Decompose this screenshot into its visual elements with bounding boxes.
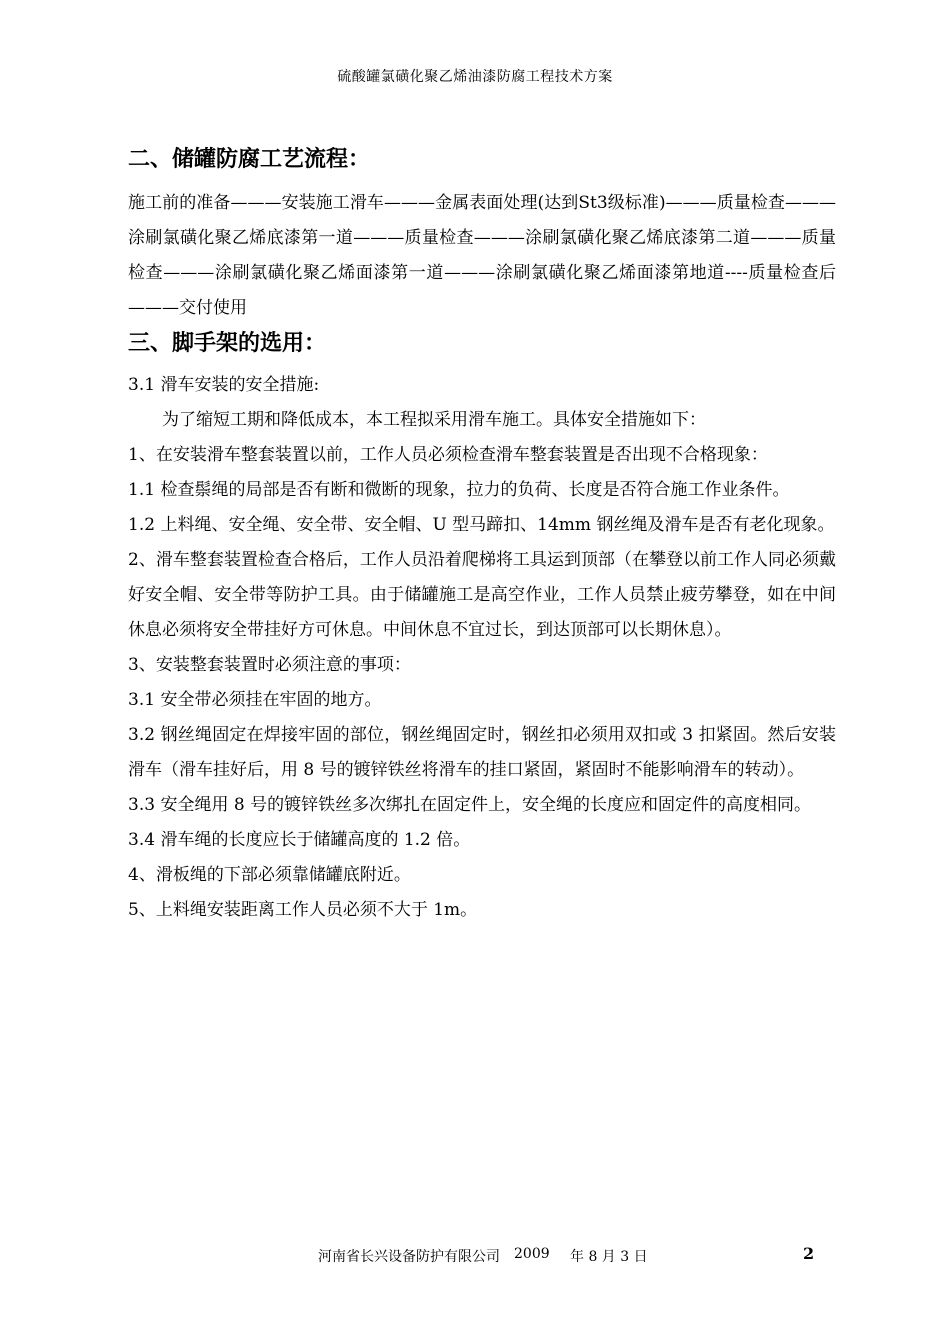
paragraph-item-1-1: 1.1 检查鬃绳的局部是否有断和微断的现象，拉力的负荷、长度是否符合施工作业条件。	[128, 480, 790, 500]
paragraph-item-3-4: 3.4 滑车绳的长度应长于储罐高度的 1.2 倍。	[128, 830, 471, 850]
footer-date: 年 8 月 3 日	[570, 1249, 648, 1265]
page-number: 2	[803, 1244, 815, 1263]
page-content	[128, 140, 836, 928]
footer-company: 河南省长兴设备防护有限公司	[318, 1249, 500, 1265]
paragraph-item-3-3: 3.3 安全绳用 8 号的镀锌铁丝多次绑扎在固定件上，安全绳的长度应和固定件的高度相同。	[128, 795, 812, 815]
paragraph-item-3-1: 3.1 安全带必须挂在牢固的地方。	[128, 690, 382, 710]
page-header: 硫酸罐氯磺化聚乙烯油漆防腐工程技术方案	[337, 69, 613, 85]
section-heading-scaffold: 三、脚手架的选用：	[128, 330, 327, 356]
paragraph-item-4: 4、滑板绳的下部必须靠储罐底附近。	[128, 865, 411, 885]
paragraph-item-3-2: 3.2 钢丝绳固定在焊接牢固的部位，钢丝绳固定时，钢丝扣必须用双扣或 3 扣紧固。然后安装滑车（滑车挂好后，用 8 号的镀锌铁丝将滑车的挂口紧固，紧固时不能影响滑车的转动）。	[128, 725, 836, 780]
paragraph-3-1: 3.1 滑车安装的安全措施:	[128, 375, 320, 395]
page-footer	[0, 1246, 950, 1270]
section-heading-process: 二、储罐防腐工艺流程：	[128, 146, 371, 172]
paragraph-item-2: 2、滑车整套装置检查合格后，工作人员沿着爬梯将工具运到顶部（在攀登以前工作人同必须戴好安全帽、安全带等防护工具。由于储罐施工是高空作业，工作人员禁止疲劳攀登，如在中间休息必须将安全带挂好方可休息。中间休息不宜过长，到达顶部可以长期休息）。	[128, 550, 836, 640]
paragraph-item-3: 3、安装整套装置时必须注意的事项：	[128, 655, 411, 675]
paragraph-item-1-2: 1.2 上料绳、安全绳、安全带、安全帽、U 型马蹄扣、14mm 钢丝绳及滑车是否有老化现象。	[128, 515, 835, 535]
paragraph-item-1: 1、在安装滑车整套装置以前，工作人员必须检查滑车整套装置是否出现不合格现象：	[128, 445, 768, 465]
process-flow-paragraph: 施工前的准备———安装施工滑车———金属表面处理(达到St3级标准)———质量检查———涂刷氯磺化聚乙烯底漆第一道———质量检查———涂刷氯磺化聚乙烯底漆第二道———质量检查———涂刷氯磺化聚乙烯面漆第一道———涂刷氯磺化聚乙烯面漆第地道----质量检查后———交付使用	[128, 193, 836, 318]
paragraph-item-5: 5、上料绳安装距离工作人员必须不大于 1m。	[128, 900, 478, 920]
paragraph-intro: 为了缩短工期和降低成本，本工程拟采用滑车施工。具体安全措施如下：	[162, 410, 706, 430]
footer-year: 2009	[514, 1246, 550, 1262]
